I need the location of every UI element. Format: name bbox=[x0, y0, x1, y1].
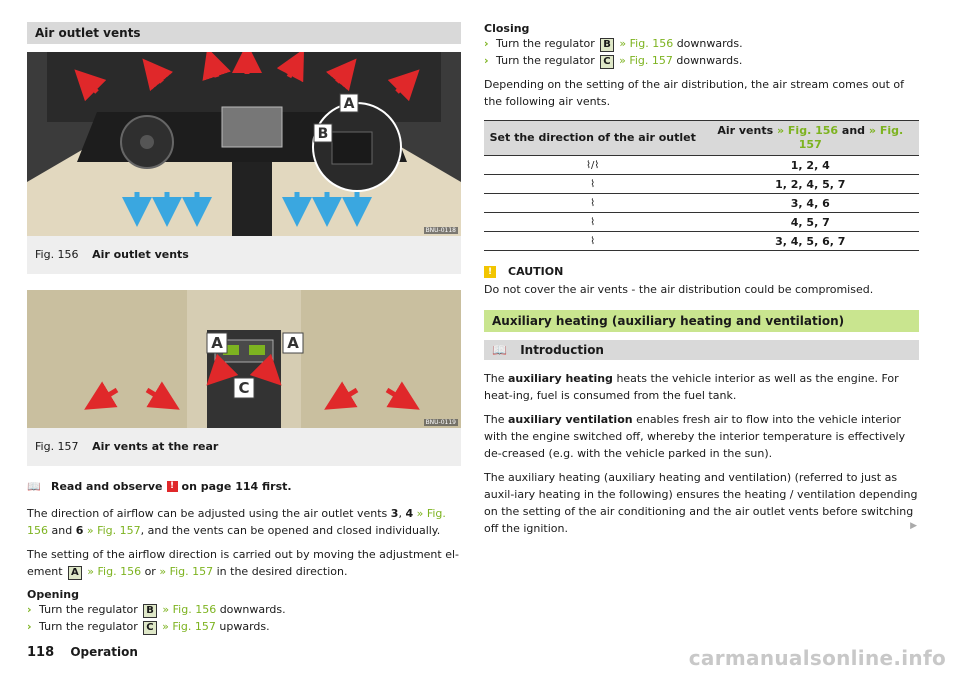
vents-cell: 4, 5, 7 bbox=[702, 213, 920, 232]
table-row bbox=[484, 156, 919, 175]
aux-p1-post: heats the vehicle interior as well as the engine. For heat-ing, fuel is consumed from the fuel tank. bbox=[484, 372, 899, 402]
figure-157-caption bbox=[27, 428, 461, 466]
figure-156-image bbox=[27, 52, 461, 236]
aux-p2-bold: auxiliary ventilation bbox=[507, 413, 633, 426]
figure-156-title: Air outlet vents bbox=[92, 248, 189, 261]
step-text: Turn the regulator bbox=[39, 603, 138, 616]
step-text: Turn the regulator bbox=[496, 37, 595, 50]
table-header-vents bbox=[702, 121, 920, 156]
chevron-right-icon: › bbox=[484, 37, 489, 50]
closing-step-1 bbox=[484, 35, 919, 52]
chevron-right-icon: › bbox=[27, 603, 32, 616]
continue-arrow-icon: ▶ bbox=[910, 521, 917, 531]
warning-icon: ! bbox=[167, 481, 178, 492]
airflow-symbol-icon: ⌇ bbox=[484, 213, 702, 232]
fig157-label-c: C bbox=[238, 379, 250, 397]
para2-or: or bbox=[144, 565, 156, 578]
caution-text: Do not cover the air vents - the air distribution could be compromised. bbox=[484, 283, 874, 296]
ref-fig157-c[interactable]: » Fig. 157 bbox=[162, 620, 216, 633]
watermark: carmanualsonline.info bbox=[688, 646, 946, 670]
page-number: 118 bbox=[27, 645, 55, 660]
closing-step-2 bbox=[484, 52, 919, 69]
aux-ventilation-paragraph bbox=[484, 411, 919, 462]
figure-157-code: BNU-0119 bbox=[425, 419, 456, 426]
depending-paragraph: Depending on the setting of the air distribution, the air stream comes out of the following air vents. bbox=[484, 78, 904, 108]
airflow-symbol-icon: ⌇/⌇ bbox=[484, 156, 702, 175]
dashboard-illustration bbox=[27, 52, 461, 236]
left-column bbox=[27, 22, 461, 635]
para1-text1: The direction of airflow can be adjusted using the air outlet vents bbox=[27, 507, 388, 520]
table-row bbox=[484, 175, 919, 194]
fig157-label-a-left: A bbox=[211, 334, 223, 352]
read-observe-pre: Read and observe bbox=[51, 480, 163, 493]
aux-heating-paragraph bbox=[484, 370, 919, 404]
figure-157-number: Fig. 157 bbox=[35, 440, 79, 453]
fig157-label-a-right: A bbox=[287, 334, 299, 352]
rear-vents-illustration bbox=[27, 290, 461, 428]
fig156-label-b: B bbox=[317, 126, 329, 142]
aux-heating-title: Auxiliary heating (auxiliary heating and ventilation) bbox=[484, 310, 919, 332]
key-c: C bbox=[600, 55, 613, 69]
ref-fig156-d[interactable]: » Fig. 156 bbox=[619, 37, 674, 50]
airflow-symbol-icon: ⌇ bbox=[484, 175, 702, 194]
aux-general-paragraph bbox=[484, 469, 919, 537]
ref-fig157[interactable]: » Fig. 157 bbox=[86, 524, 141, 537]
caution-icon: ! bbox=[484, 266, 496, 278]
chevron-right-icon: › bbox=[27, 620, 32, 633]
book-icon: 📖 bbox=[492, 343, 507, 357]
step-text-post: downwards. bbox=[676, 54, 743, 67]
step-text-post: downwards. bbox=[219, 603, 286, 616]
page-footer bbox=[27, 645, 138, 660]
table-header-direction: Set the direction of the air outlet bbox=[484, 121, 702, 156]
introduction-bar bbox=[484, 340, 919, 360]
step-text-post: downwards. bbox=[676, 37, 743, 50]
ref-fig156[interactable]: » Fig. 156 bbox=[27, 507, 446, 537]
table-row bbox=[484, 232, 919, 251]
opening-step-2 bbox=[27, 618, 461, 635]
caution-label: CAUTION bbox=[508, 265, 564, 278]
aux-p2-pre: The bbox=[484, 413, 505, 426]
header-ref-fig157[interactable]: » Fig. 157 bbox=[798, 124, 904, 151]
para1-text2: , and the vents can be opened and closed individually. bbox=[140, 524, 441, 537]
vent-number-3: 3 bbox=[390, 507, 399, 520]
read-observe-link[interactable]: on page 114 first. bbox=[181, 480, 292, 493]
vents-cell: 3, 4, 5, 6, 7 bbox=[702, 232, 920, 251]
figure-156-number: Fig. 156 bbox=[35, 248, 79, 261]
figure-156 bbox=[27, 52, 461, 274]
chapter-name: Operation bbox=[70, 645, 138, 659]
step-text: Turn the regulator bbox=[39, 620, 138, 633]
caution-heading bbox=[484, 265, 919, 278]
key-c: C bbox=[143, 621, 156, 635]
aux-p2-post: enables fresh air to flow into the vehicle interior with the engine switched off, whereby the interior temperature is effectively de-creased (e.g. with the vehicle parked in the sun). bbox=[484, 413, 906, 460]
key-b: B bbox=[143, 604, 157, 618]
vent-number-4: 4 bbox=[405, 507, 414, 520]
book-icon: 📖 bbox=[27, 480, 41, 493]
vents-cell: 1, 2, 4, 5, 7 bbox=[702, 175, 920, 194]
figure-156-caption bbox=[27, 236, 461, 274]
chevron-right-icon: › bbox=[484, 54, 489, 67]
para1-and: and bbox=[51, 524, 73, 537]
fig156-label-a: A bbox=[343, 96, 355, 112]
ref-fig157-b[interactable]: » Fig. 157 bbox=[159, 565, 214, 578]
figure-157 bbox=[27, 290, 461, 466]
ref-fig157-d[interactable]: » Fig. 157 bbox=[619, 54, 673, 67]
opening-step-1 bbox=[27, 601, 461, 618]
read-observe-note bbox=[27, 480, 461, 493]
table-row bbox=[484, 194, 919, 213]
step-text: Turn the regulator bbox=[496, 54, 595, 67]
table-header-row bbox=[484, 121, 919, 156]
ref-fig156-c[interactable]: » Fig. 156 bbox=[162, 603, 217, 616]
aux-p1-bold: auxiliary heating bbox=[507, 372, 613, 385]
section-title: Air outlet vents bbox=[27, 22, 461, 44]
introduction-title: Introduction bbox=[520, 343, 604, 357]
aux-p3-text: The auxiliary heating (auxiliary heating and ventilation) (referred to just as auxil-iary heating in the following) ensures the heating / ventilation depending on the setting of the air conditioning and the air outlet vents before switching off the ignition. bbox=[484, 471, 918, 535]
vents-cell: 3, 4, 6 bbox=[702, 194, 920, 213]
figure-157-title: Air vents at the rear bbox=[92, 440, 219, 453]
vent-number-6: 6 bbox=[75, 524, 84, 537]
aux-p1-pre: The bbox=[484, 372, 505, 385]
key-b: B bbox=[600, 38, 614, 52]
right-column bbox=[484, 22, 919, 537]
header-ref-fig156[interactable]: » Fig. 156 bbox=[776, 124, 839, 137]
air-distribution-table bbox=[484, 120, 919, 251]
table-row bbox=[484, 213, 919, 232]
closing-heading: Closing bbox=[484, 22, 530, 35]
direction-paragraph bbox=[27, 546, 461, 580]
step-text-post: upwards. bbox=[219, 620, 270, 633]
key-a: A bbox=[68, 566, 82, 580]
para2-text1: The setting of the airflow direction is carried out by moving the adjustment el-ement bbox=[27, 548, 459, 578]
opening-heading: Opening bbox=[27, 588, 79, 601]
ref-fig156-b[interactable]: » Fig. 156 bbox=[87, 565, 142, 578]
airflow-symbol-icon: ⌇ bbox=[484, 232, 702, 251]
header-and: and bbox=[841, 124, 866, 137]
header-vents-label: Air vents bbox=[717, 124, 774, 137]
para2-text2: in the desired direction. bbox=[216, 565, 348, 578]
vents-cell: 1, 2, 4 bbox=[702, 156, 920, 175]
airflow-symbol-icon: ⌇ bbox=[484, 194, 702, 213]
figure-157-image bbox=[27, 290, 461, 428]
airflow-paragraph: The direction of airflow can be adjusted using the air outlet vents 3, 4 » Fig. 156 and 6 » Fig. 157, and the vents can be opened and closed individually. bbox=[27, 507, 446, 537]
figure-156-code: BNU-0118 bbox=[425, 227, 456, 234]
